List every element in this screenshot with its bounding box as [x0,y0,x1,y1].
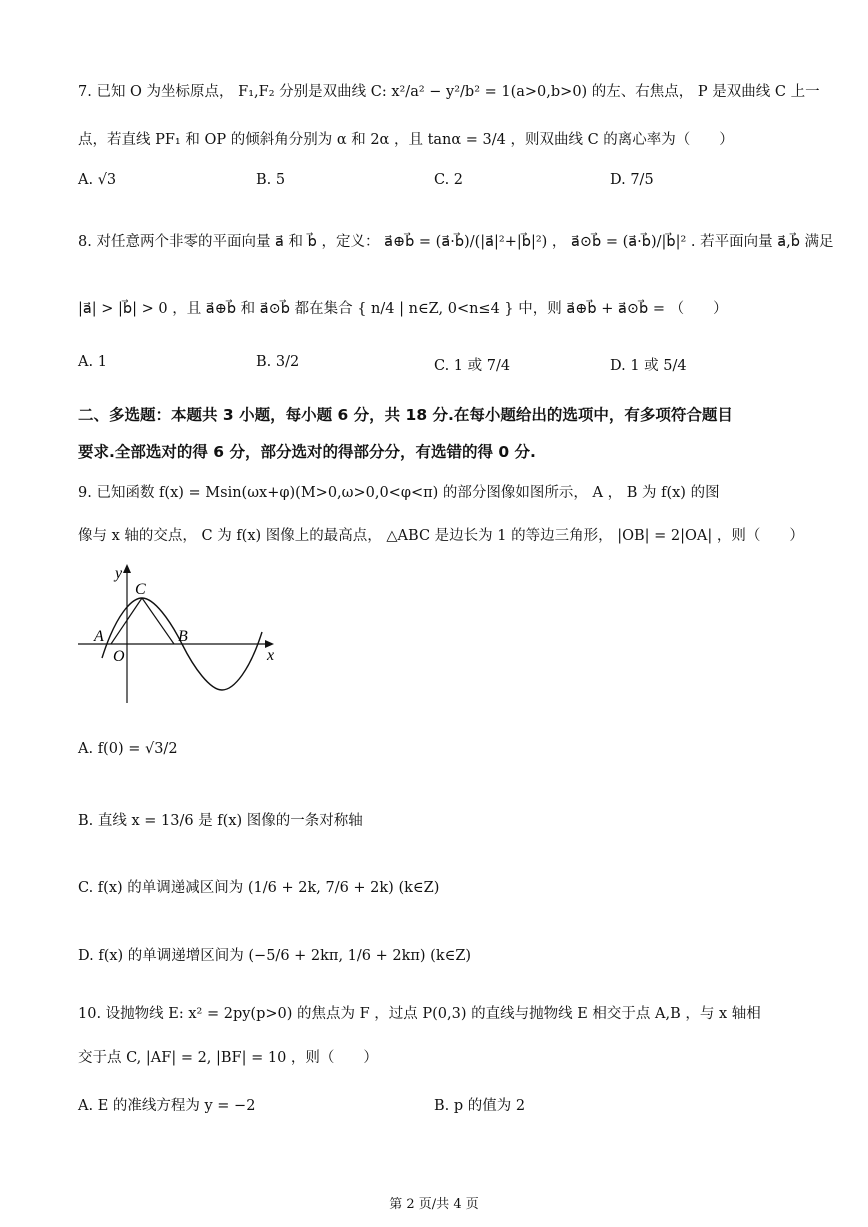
q9-line2: 像与 x 轴的交点， C 为 f(x) 图像上的最高点， △ABC 是边长为 1 的等边三角形， |OB| = 2|OA| ，则（ ） [78,528,804,544]
label-c: C [135,581,146,598]
q8-line1: 8. 对任意两个非零的平面向量 a⃗ 和 b⃗ ，定义： a⃗⊕b⃗ = (a⃗·b⃗)/(|a⃗|²+|b⃗|²) ， a⃗⊙b⃗ = (a⃗·b⃗)/|b⃗|² . 若平面向量 a⃗,b⃗ 满足 [78,234,834,250]
q9-option-d: D. f(x) 的单调递增区间为 (−5/6 + 2kπ, 1/6 + 2kπ) (k∈Z) [78,948,472,964]
q7-option-c: C. 2 [434,172,464,188]
q8-option-c: C. 1 或 7/4 [434,358,511,374]
q10-option-b: B. p 的值为 2 [434,1098,526,1114]
label-a: A [94,628,104,645]
q9-option-c: C. f(x) 的单调递减区间为 (1/6 + 2k, 7/6 + 2k) (k∈Z) [78,880,440,896]
q7-line2: 点，若直线 PF₁ 和 OP 的倾斜角分别为 α 和 2α ，且 tanα = 3/4 ，则双曲线 C 的离心率为（ ） [78,132,734,148]
q8-line2: |a⃗| > |b⃗| > 0 ，且 a⃗⊕b⃗ 和 a⃗⊙b⃗ 都在集合 { n/4 | n∈Z, 0<n≤4 } 中，则 a⃗⊕b⃗ + a⃗⊙b⃗ = （ ） [78,301,728,317]
q7-line1: 7. 已知 O 为坐标原点， F₁,F₂ 分别是双曲线 C: x²/a² − y²/b² = 1(a>0,b>0) 的左、右焦点， P 是双曲线 C 上一 [78,84,820,100]
q10-option-a: A. E 的准线方程为 y = −2 [78,1098,256,1114]
q10-line1: 10. 设抛物线 E: x² = 2py(p>0) 的焦点为 F ，过点 P(0,3) 的直线与抛物线 E 相交于点 A,B ，与 x 轴相 [78,1006,761,1022]
q8-option-b: B. 3/2 [256,354,300,370]
label-y: y [115,565,123,582]
y-axis-arrow-icon [123,564,131,573]
q9-option-b: B. 直线 x = 13/6 是 f(x) 图像的一条对称轴 [78,813,363,829]
q7-option-a: A. √3 [78,172,117,188]
label-o: O [113,648,125,665]
q9-graph [74,560,289,710]
q8-option-a: A. 1 [78,354,107,370]
q10-line2: 交于点 C, |AF| = 2, |BF| = 10 ，则（ ） [78,1050,378,1066]
q8-option-d: D. 1 或 5/4 [610,358,687,374]
q7-option-b: B. 5 [256,172,286,188]
label-x: x [267,647,275,664]
label-b: B [178,628,188,645]
page-number: 第 2 页/共 4 页 [389,1197,479,1212]
q9-line1: 9. 已知函数 f(x) = Msin(ωx+φ)(M>0,ω>0,0<φ<π) 的部分图像如图所示， A ， B 为 f(x) 的图 [78,485,720,501]
section2-line1: 二、多选题：本题共 3 小题，每小题 6 分，共 18 分.在每小题给出的选项中，有多项符合题目 [78,406,733,424]
section2-line2: 要求.全部选对的得 6 分，部分选对的得部分分，有选错的得 0 分. [78,443,536,461]
q9-option-a: A. f(0) = √3/2 [78,741,178,757]
q7-option-d: D. 7/5 [610,172,654,188]
